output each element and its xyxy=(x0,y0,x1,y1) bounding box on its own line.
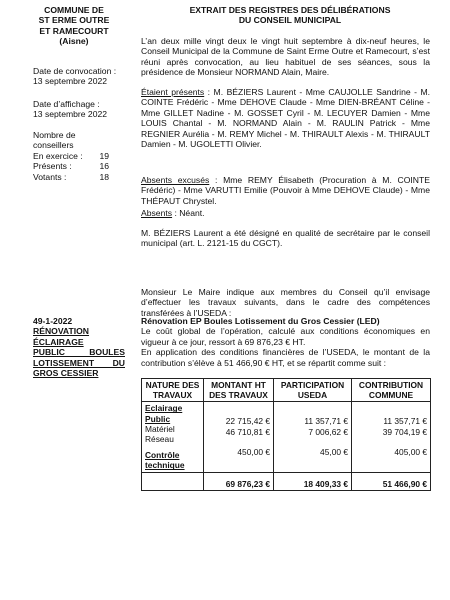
side-title-line: PUBLIC BOULES xyxy=(33,347,125,358)
title-line: EXTRAIT DES REGISTRES DES DÉLIBÉRATIONS xyxy=(189,5,391,15)
total-useda: 18 409,33 € xyxy=(274,472,352,490)
commune-line: (Aisne) xyxy=(59,36,89,47)
section-eclairage: Eclairage Public xyxy=(145,403,183,424)
affichage-block xyxy=(33,99,143,120)
presents-text: : M. BÉZIERS Laurent - Mme CAUJOLLE Sandrine - M. COINTE Frédéric - Mme DEHOVE Claude - Mme DIEN-BRÉANT Céline - Mme GILLET Nadine - M. GOSSET Cyril - M. LECUYER Damien - Mme LOUIS Chantal - M. NORMAND Alain - M. RAULIN Patrick - Mme REGNIER Aurélia - M. REMY Michel - M. THIRAULT Alexis - M. THIRAULT Damien - M. UGOLETTI Olivier. xyxy=(141,87,430,150)
convocation-block xyxy=(33,66,143,87)
travaux-intro-paragraph: Monsieur Le Maire indique aux membres du Conseil qu’il envisage d’effectuer les travaux suivants, dans le cadre des compétences transférées à l’USEDA : xyxy=(141,287,430,318)
montant-cell xyxy=(204,402,274,472)
secretary-paragraph: M. BÉZIERS Laurent a été désigné en qualité de secrétaire par le conseil municipal (art. L. 2121-15 du CGCT). xyxy=(141,228,430,249)
useda-value: 11 357,71 € xyxy=(304,416,348,427)
contribution-text: En application des conditions financières de l’USEDA, le montant de la contribution s’élève à 51 466,90 € HT, et se répartit comme suit : xyxy=(141,347,430,368)
nature-cell xyxy=(142,402,204,472)
count-row: Présents : 16 xyxy=(33,161,109,172)
useda-value: 7 006,62 € xyxy=(308,426,348,437)
count-row: En exercice : 19 xyxy=(33,150,109,161)
side-title-line: ÉCLAIRAGE xyxy=(33,336,84,347)
useda-value: 45,00 € xyxy=(320,446,348,457)
useda-cell xyxy=(274,402,352,472)
total-label-cell xyxy=(142,472,204,490)
table-header-row xyxy=(142,379,431,402)
excuses-paragraph xyxy=(141,175,430,206)
deliberation-body xyxy=(141,316,430,368)
side-title-line: RÉNOVATION xyxy=(33,326,90,337)
financing-table xyxy=(141,378,431,491)
deliberation-side-title xyxy=(33,316,125,378)
affichage-label: Date d’affichage : xyxy=(33,99,100,109)
intro-paragraph: L’an deux mille vingt deux le vingt huit septembre à dix-neuf heures, le Conseil Municipal de la Commune de Saint Erme Outre et Ramecourt, s’est réuni après convocation, au lieu habituel de ses séances, sous la présidence de Monsieur NORMAND Alain, Maire. xyxy=(141,36,430,78)
side-title-line: GROS CESSIER xyxy=(33,368,99,379)
absents-text: : Néant. xyxy=(172,208,205,218)
total-commune: 51 466,90 € xyxy=(352,472,431,490)
absents-paragraph xyxy=(141,208,430,218)
convocation-date: 13 septembre 2022 xyxy=(33,76,108,87)
header-useda: PARTICIPATION USEDA xyxy=(274,379,352,402)
controle-label: Contrôle technique xyxy=(145,450,185,471)
commune-value: 11 357,71 € xyxy=(383,416,427,427)
cost-text: Le coût global de l’opération, calculé aux conditions économiques en vigueur à ce jour, ressort à 69 876,23 € HT. xyxy=(141,326,430,347)
montant-value: 22 715,42 € xyxy=(225,416,270,427)
total-montant: 69 876,23 € xyxy=(204,472,274,490)
presents-paragraph xyxy=(141,87,430,149)
commune-cell xyxy=(352,402,431,472)
counts-label: conseillers xyxy=(33,140,74,151)
convocation-label: Date de convocation : xyxy=(33,66,117,76)
commune-value: 405,00 € xyxy=(394,446,427,457)
table-row xyxy=(142,402,431,472)
councillor-counts xyxy=(33,130,143,182)
side-title-line: LOTISSEMENT DU xyxy=(33,357,125,368)
commune-line: COMMUNE DE xyxy=(44,5,104,15)
excuses-label: Absents excusés xyxy=(141,175,210,185)
row-label: Matériel xyxy=(145,423,175,434)
table-total-row xyxy=(142,472,431,490)
counts-label: Nombre de xyxy=(33,130,76,140)
commune-value: 39 704,19 € xyxy=(382,426,427,437)
commune-line: ST ERME OUTRE xyxy=(38,15,110,26)
row-label: Réseau xyxy=(145,434,174,445)
montant-value: 450,00 € xyxy=(237,446,270,457)
title-line: DU CONSEIL MUNICIPAL xyxy=(238,15,342,26)
absents-label: Absents xyxy=(141,208,173,218)
document-title xyxy=(150,5,430,26)
header-nature: NATURE DES TRAVAUX xyxy=(142,379,204,402)
deliberation-number: 49-1-2022 xyxy=(33,316,73,326)
commune-header xyxy=(22,5,126,47)
commune-line: ET RAMECOURT xyxy=(39,25,109,36)
montant-value: 46 710,81 € xyxy=(225,426,270,437)
affichage-date: 13 septembre 2022 xyxy=(33,109,108,120)
excuses-text: : Mme REMY Élisabeth (Procuration à M. COINTE Frédéric) - Mme VARUTTI Emilie (Pouvoir à Mme DEHOVE Claude) - Mme THÉPAUT Chrystel. xyxy=(141,175,430,206)
header-montant: MONTANT HT DES TRAVAUX xyxy=(204,379,274,402)
header-commune: CONTRIBUTION COMMUNE xyxy=(352,379,431,402)
count-row: Votants : 18 xyxy=(33,171,109,182)
deliberation-heading: Rénovation EP Boules Lotissement du Gros Cessier (LED) xyxy=(141,316,380,326)
presents-label: Étaient présents xyxy=(141,87,205,97)
